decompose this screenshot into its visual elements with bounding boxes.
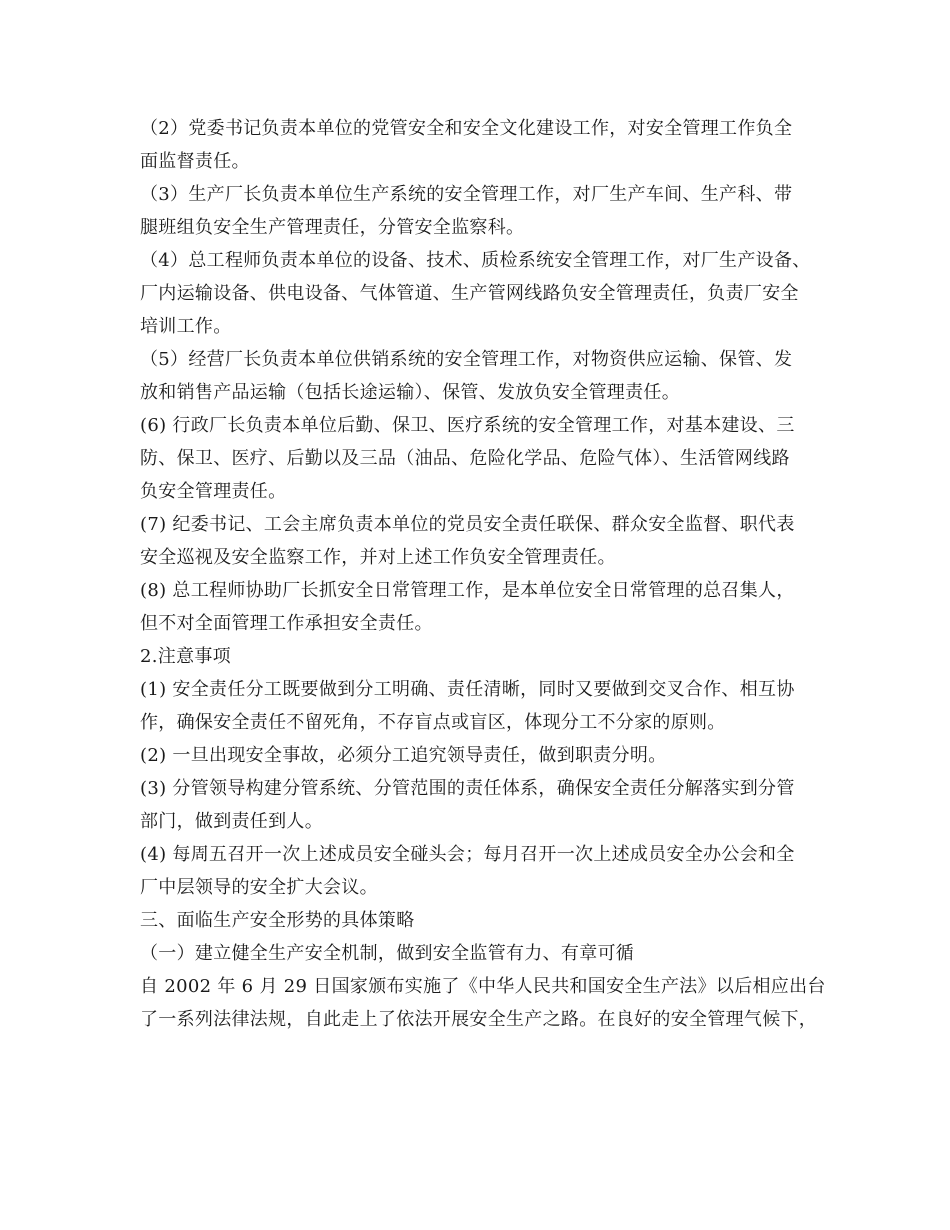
document-body xyxy=(140,112,830,1036)
text-line: （5）经营厂长负责本单位供销系统的安全管理工作，对物资供应运输、保管、发 xyxy=(140,349,793,370)
text-line: (6) 行政厂长负责本单位后勤、保卫、医疗系统的安全管理工作，对基本建设、三 xyxy=(140,415,795,436)
text-line: 厂中层领导的安全扩大会议。 xyxy=(140,877,378,898)
text-line: 面监督责任。 xyxy=(140,151,250,172)
text-line: 部门，做到责任到人。 xyxy=(140,811,323,832)
text-line: （4）总工程师负责本单位的设备、技术、质检系统安全管理工作，对厂生产设备、 xyxy=(140,250,811,271)
subsection-heading: （一）建立健全生产安全机制，做到安全监管有力、有章可循 xyxy=(140,943,635,964)
text-line: (1) 安全责任分工既要做到分工明确、责任清晰，同时又要做到交叉合作、相互协 xyxy=(140,679,795,700)
text-line: (3) 分管领导构建分管系统、分管范围的责任体系，确保安全责任分解落实到分管 xyxy=(140,778,795,799)
text-line: 放和销售产品运输（包括长途运输）、保管、发放负安全管理责任。 xyxy=(140,382,680,403)
text-line: (8) 总工程师协助厂长抓安全日常管理工作，是本单位安全日常管理的总召集人， xyxy=(140,580,795,601)
section-heading: 2.注意事项 xyxy=(140,646,231,667)
text-line: 但不对全面管理工作承担安全责任。 xyxy=(140,613,433,634)
text-line: 腿班组负安全生产管理责任，分管安全监察科。 xyxy=(140,217,525,238)
text-line: (4) 每周五召开一次上述成员安全碰头会；每月召开一次上述成员安全办公会和全 xyxy=(140,844,795,865)
text-line: 防、保卫、医疗、后勤以及三品（油品、危险化学品、危险气体）、生活管网线路 xyxy=(140,448,790,469)
text-line: 自 2002 年 6 月 29 日国家颁布实施了《中华人民共和国安全生产法》以后相应出台 xyxy=(140,976,826,997)
text-line: 了一系列法律法规，自此走上了依法开展安全生产之路。在良好的安全管理气候下， xyxy=(140,1009,818,1030)
section-heading: 三、面临生产安全形势的具体策略 xyxy=(140,910,415,931)
text-line: 作，确保安全责任不留死角，不存盲点或盲区，体现分工不分家的原则。 xyxy=(140,712,726,733)
text-line: 厂内运输设备、供电设备、气体管道、生产管网线路负安全管理责任，负责厂安全 xyxy=(140,283,799,304)
text-line: (7) 纪委书记、工会主席负责本单位的党员安全责任联保、群众安全监督、职代表 xyxy=(140,514,795,535)
text-line: （3）生产厂长负责本单位生产系统的安全管理工作，对厂生产车间、生产科、带 xyxy=(140,184,793,205)
text-line: 培训工作。 xyxy=(140,316,232,337)
text-line: (2) 一旦出现安全事故，必须分工追究领导责任，做到职责分明。 xyxy=(140,745,667,766)
text-line: （2）党委书记负责本单位的党管安全和安全文化建设工作，对安全管理工作负全 xyxy=(140,118,793,139)
text-line: 负安全管理责任。 xyxy=(140,481,287,502)
text-line: 安全巡视及安全监察工作，并对上述工作负安全管理责任。 xyxy=(140,547,616,568)
